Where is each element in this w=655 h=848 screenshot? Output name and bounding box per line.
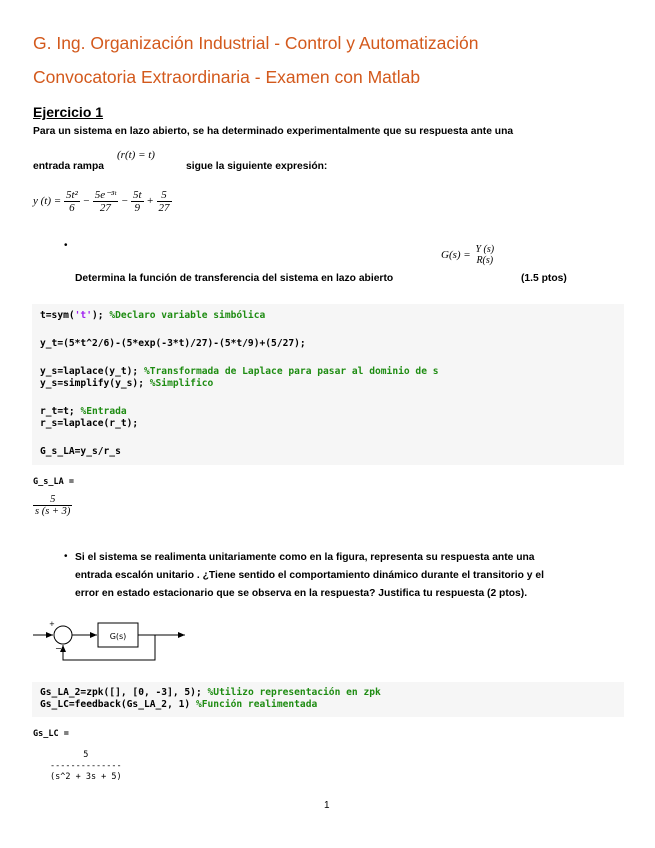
equation-term-3: $\frac{5t}{9}$ xyxy=(133,188,142,214)
equation-G-fraction: Y (s) R(s) xyxy=(475,244,495,266)
equation-term-4: $\frac{5}{27}$ xyxy=(158,188,170,214)
output2-label: Gs_LC = xyxy=(33,729,69,739)
task2-text-line1: Si el sistema se realimenta unitariamente como en la figura, representa su respuesta ante una xyxy=(75,552,535,563)
bullet-icon: • xyxy=(64,240,68,251)
plus-sign: + xyxy=(49,620,55,628)
code-line-2: Gs_LC=feedback(Gs_LA_2, 1) %Función realimentada xyxy=(40,699,318,710)
summing-junction xyxy=(54,626,72,644)
task1-text: Determina la función de transferencia del sistema en lazo abierto xyxy=(75,273,394,284)
bullet-icon: • xyxy=(64,551,68,562)
code-line-1: t=sym('t'); %Declaro variable simbólica xyxy=(40,310,266,321)
equation-term-1: $\frac{\text{5t²}}{6}$ xyxy=(65,188,78,214)
intro-text-expression: sigue la siguiente expresión: xyxy=(186,161,328,172)
intro-text-line1: Para un sistema en lazo abierto, se ha determinado experimentalmente que su respuesta ante una xyxy=(33,126,514,137)
equation-y-lhs: y (t) = xyxy=(33,195,62,207)
page-number: 1 xyxy=(324,800,330,811)
code-block-1 xyxy=(32,304,624,465)
code-block-2 xyxy=(32,682,624,717)
output2-fraction: 5 -------------- (s^2 + 3s + 5) xyxy=(50,750,122,782)
task2-text-line2: entrada escalón unitario . ¿Tiene sentido el comportamiento dinámico durante el transitorio y el xyxy=(75,570,544,581)
feedback-block-diagram xyxy=(33,615,193,665)
task1-points: (1.5 ptos) xyxy=(521,273,567,284)
exercise-heading: Ejercicio 1 xyxy=(33,104,104,120)
task2-text-line3: error en estado estacionario que se observa en la respuesta? Justifica tu respuesta (2 ptos). xyxy=(75,588,528,599)
code-line-3: y_s=laplace(y_t); %Transformada de Laplace para pasar al dominio de s xyxy=(40,366,439,377)
equation-term-2: $\frac{\text{5e⁻³ᵗ}}{27}$ xyxy=(94,189,117,214)
output1-label: G_s_LA = xyxy=(33,477,74,487)
code-line-1: Gs_LA_2=zpk([], [0, -3], 5); %Utilizo representación en zpk xyxy=(40,687,381,698)
minus-sign: − xyxy=(55,644,62,653)
document-subtitle: Convocatoria Extraordinaria - Examen con Matlab xyxy=(33,67,421,87)
code-line-4: y_s=simplify(y_s); %Simplifico xyxy=(40,378,214,389)
equation-y-t xyxy=(33,188,172,214)
intro-text-line2 xyxy=(33,160,104,174)
intro-text-ramp: entrada rampa xyxy=(33,161,104,172)
ramp-formula: (r(t) = t) xyxy=(117,149,155,161)
code-line-2: y_t=(5*t^2/6)-(5*exp(-3*t)/27)-(5*t/9)+(5/27); xyxy=(40,338,306,349)
equation-G-s xyxy=(441,244,496,266)
document-title: G. Ing. Organización Industrial - Control y Automatización xyxy=(33,33,479,53)
equation-operator: − xyxy=(120,195,129,207)
equation-operator: − xyxy=(82,195,90,207)
code-line-6: r_s=laplace(r_t); xyxy=(40,418,139,429)
plant-block-label: G(s) xyxy=(109,632,127,641)
equation-operator: + xyxy=(146,195,154,207)
output1-fraction: $\frac{5}{s (s + 3)}$ xyxy=(35,494,71,517)
code-line-7: G_s_LA=y_s/r_s xyxy=(40,446,121,457)
code-line-5: r_t=t; %Entrada xyxy=(40,406,127,417)
equation-G-lhs: G(s) = xyxy=(441,249,471,261)
